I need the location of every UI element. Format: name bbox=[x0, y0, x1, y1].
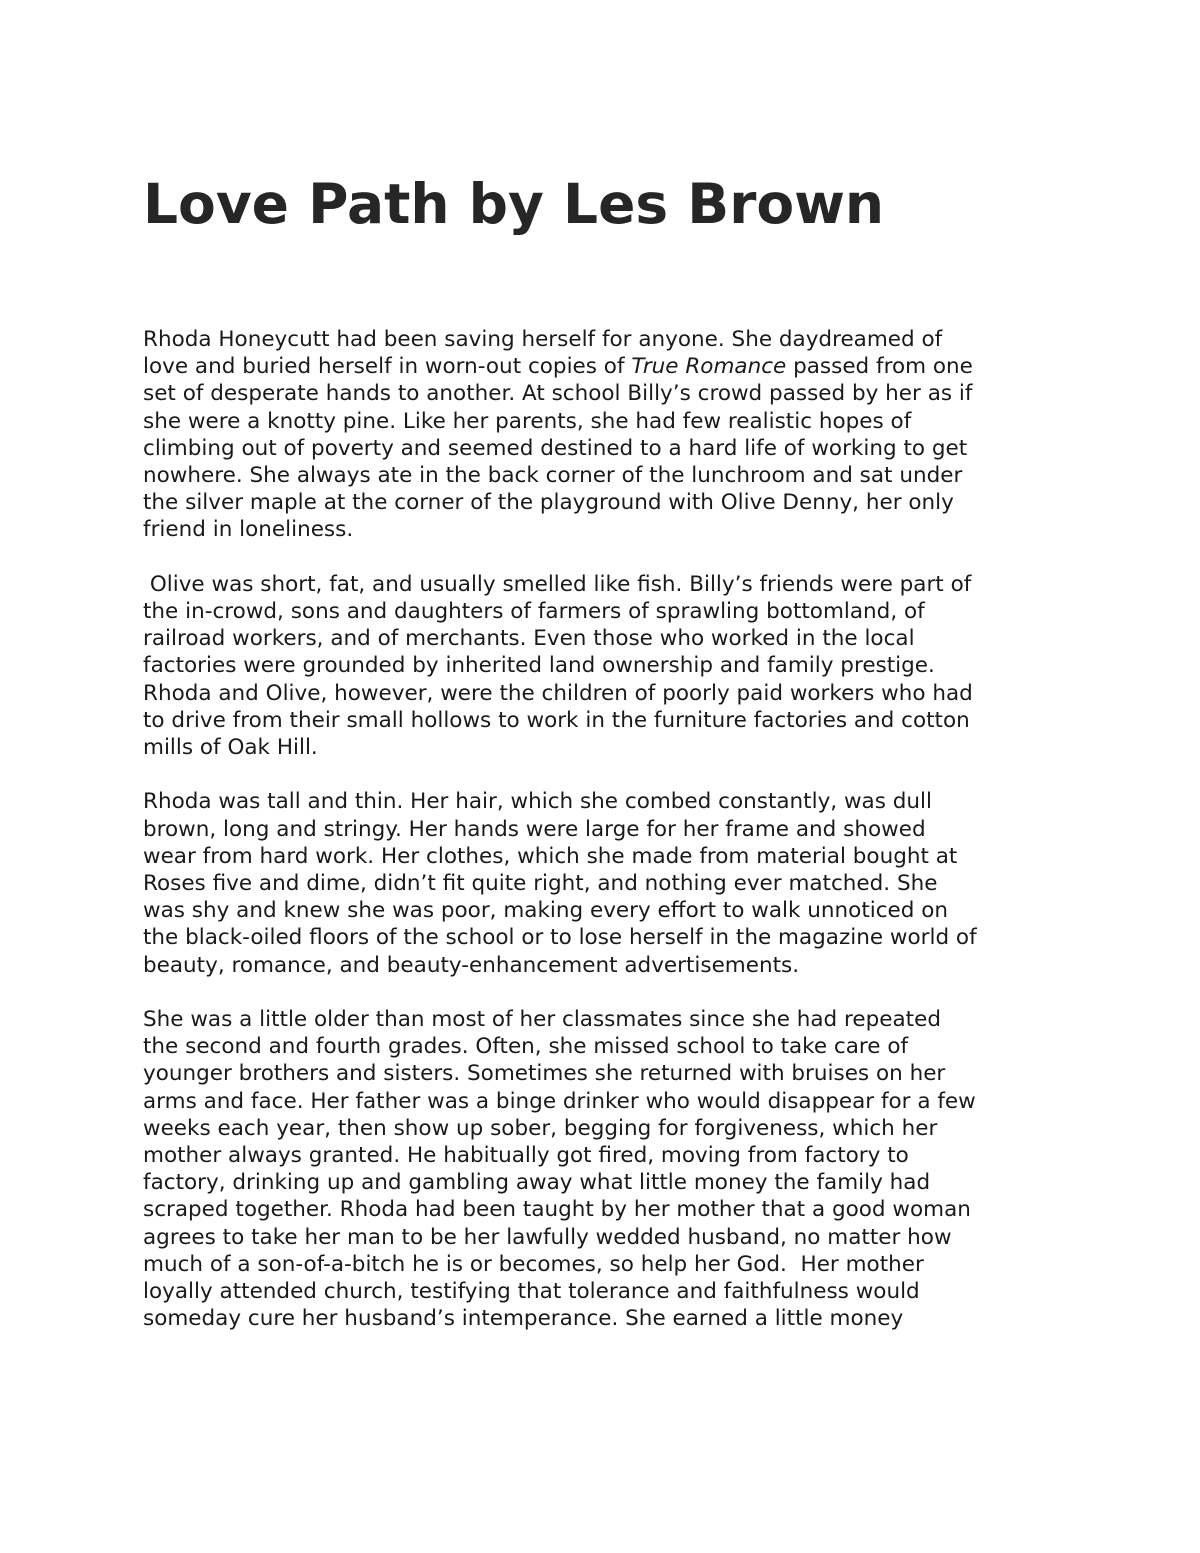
text-line bbox=[143, 353, 1063, 380]
text-line: agrees to take her man to be her lawfully wedded husband, no matter how bbox=[143, 1224, 952, 1250]
text-line: she were a knotty pine. Like her parents, she had few realistic hopes of bbox=[143, 408, 912, 434]
text-line: the in-crowd, sons and daughters of farmers of sprawling bottomland, of bbox=[143, 599, 925, 625]
text-line: weeks each year, then show up sober, begging for forgiveness, which her bbox=[143, 1115, 938, 1141]
text-line: beauty, romance, and beauty-enhancement advertisements. bbox=[143, 952, 800, 978]
text-line: She was a little older than most of her classmates since she had repeated bbox=[143, 1007, 941, 1033]
document-title: Love Path by Les Brown bbox=[143, 172, 885, 236]
italic-title: True Romance bbox=[631, 354, 787, 380]
text-line: Rhoda was tall and thin. Her hair, which she combed constantly, was dull bbox=[143, 789, 932, 815]
text-line: someday cure her husband’s intemperance. She earned a little money bbox=[143, 1306, 904, 1332]
text-line: was shy and knew she was poor, making every effort to walk unnoticed on bbox=[143, 898, 949, 924]
text-line: the silver maple at the corner of the playground with Olive Denny, her only bbox=[143, 490, 954, 516]
text-line: Roses five and dime, didn’t fit quite right, and nothing ever matched. She bbox=[143, 871, 938, 897]
text-line: the black-oiled floors of the school or to lose herself in the magazine world of bbox=[143, 925, 977, 951]
document-body bbox=[143, 326, 1063, 1360]
text-line: factory, drinking up and gambling away what little money the family had bbox=[143, 1170, 931, 1196]
text-segment: passed from one bbox=[786, 354, 973, 380]
text-segment: love and buried herself in worn-out copies of bbox=[143, 354, 632, 380]
text-line: Olive was short, fat, and usually smelled like fish. Billy’s friends were part of bbox=[143, 571, 972, 597]
text-line: climbing out of poverty and seemed destined to a hard life of working to get bbox=[143, 435, 968, 461]
text-line: the second and fourth grades. Often, she missed school to take care of bbox=[143, 1034, 909, 1060]
text-line: Rhoda and Olive, however, were the children of poorly paid workers who had bbox=[143, 680, 973, 706]
text-line: to drive from their small hollows to work in the furniture factories and cotton bbox=[143, 707, 970, 733]
text-line: nowhere. She always ate in the back corner of the lunchroom and sat under bbox=[143, 463, 963, 489]
text-line: mills of Oak Hill. bbox=[143, 735, 318, 761]
paragraph-2 bbox=[143, 571, 1063, 761]
text-line: railroad workers, and of merchants. Even those who worked in the local bbox=[143, 626, 915, 652]
text-line: loyally attended church, testifying that tolerance and faithfulness would bbox=[143, 1279, 920, 1305]
paragraph-3 bbox=[143, 788, 1063, 978]
text-line: friend in loneliness. bbox=[143, 517, 354, 543]
text-line: mother always granted. He habitually got fired, moving from factory to bbox=[143, 1143, 909, 1169]
text-line: set of desperate hands to another. At school Billy’s crowd passed by her as if bbox=[143, 381, 973, 407]
text-line: much of a son-of-a-bitch he is or becomes, so help her God. Her mother bbox=[143, 1251, 924, 1277]
text-line: factories were grounded by inherited land ownership and family prestige. bbox=[143, 653, 935, 679]
paragraph-4 bbox=[143, 1006, 1063, 1332]
text-line: arms and face. Her father was a binge drinker who would disappear for a few bbox=[143, 1088, 976, 1114]
text-line: wear from hard work. Her clothes, which she made from material bought at bbox=[143, 843, 958, 869]
text-line: Rhoda Honeycutt had been saving herself for anyone. She daydreamed of bbox=[143, 327, 943, 352]
text-line: younger brothers and sisters. Sometimes she returned with bruises on her bbox=[143, 1061, 946, 1087]
text-line: brown, long and stringy. Her hands were large for her frame and showed bbox=[143, 816, 926, 842]
text-line: scraped together. Rhoda had been taught by her mother that a good woman bbox=[143, 1197, 971, 1223]
paragraph-1 bbox=[143, 326, 1063, 544]
